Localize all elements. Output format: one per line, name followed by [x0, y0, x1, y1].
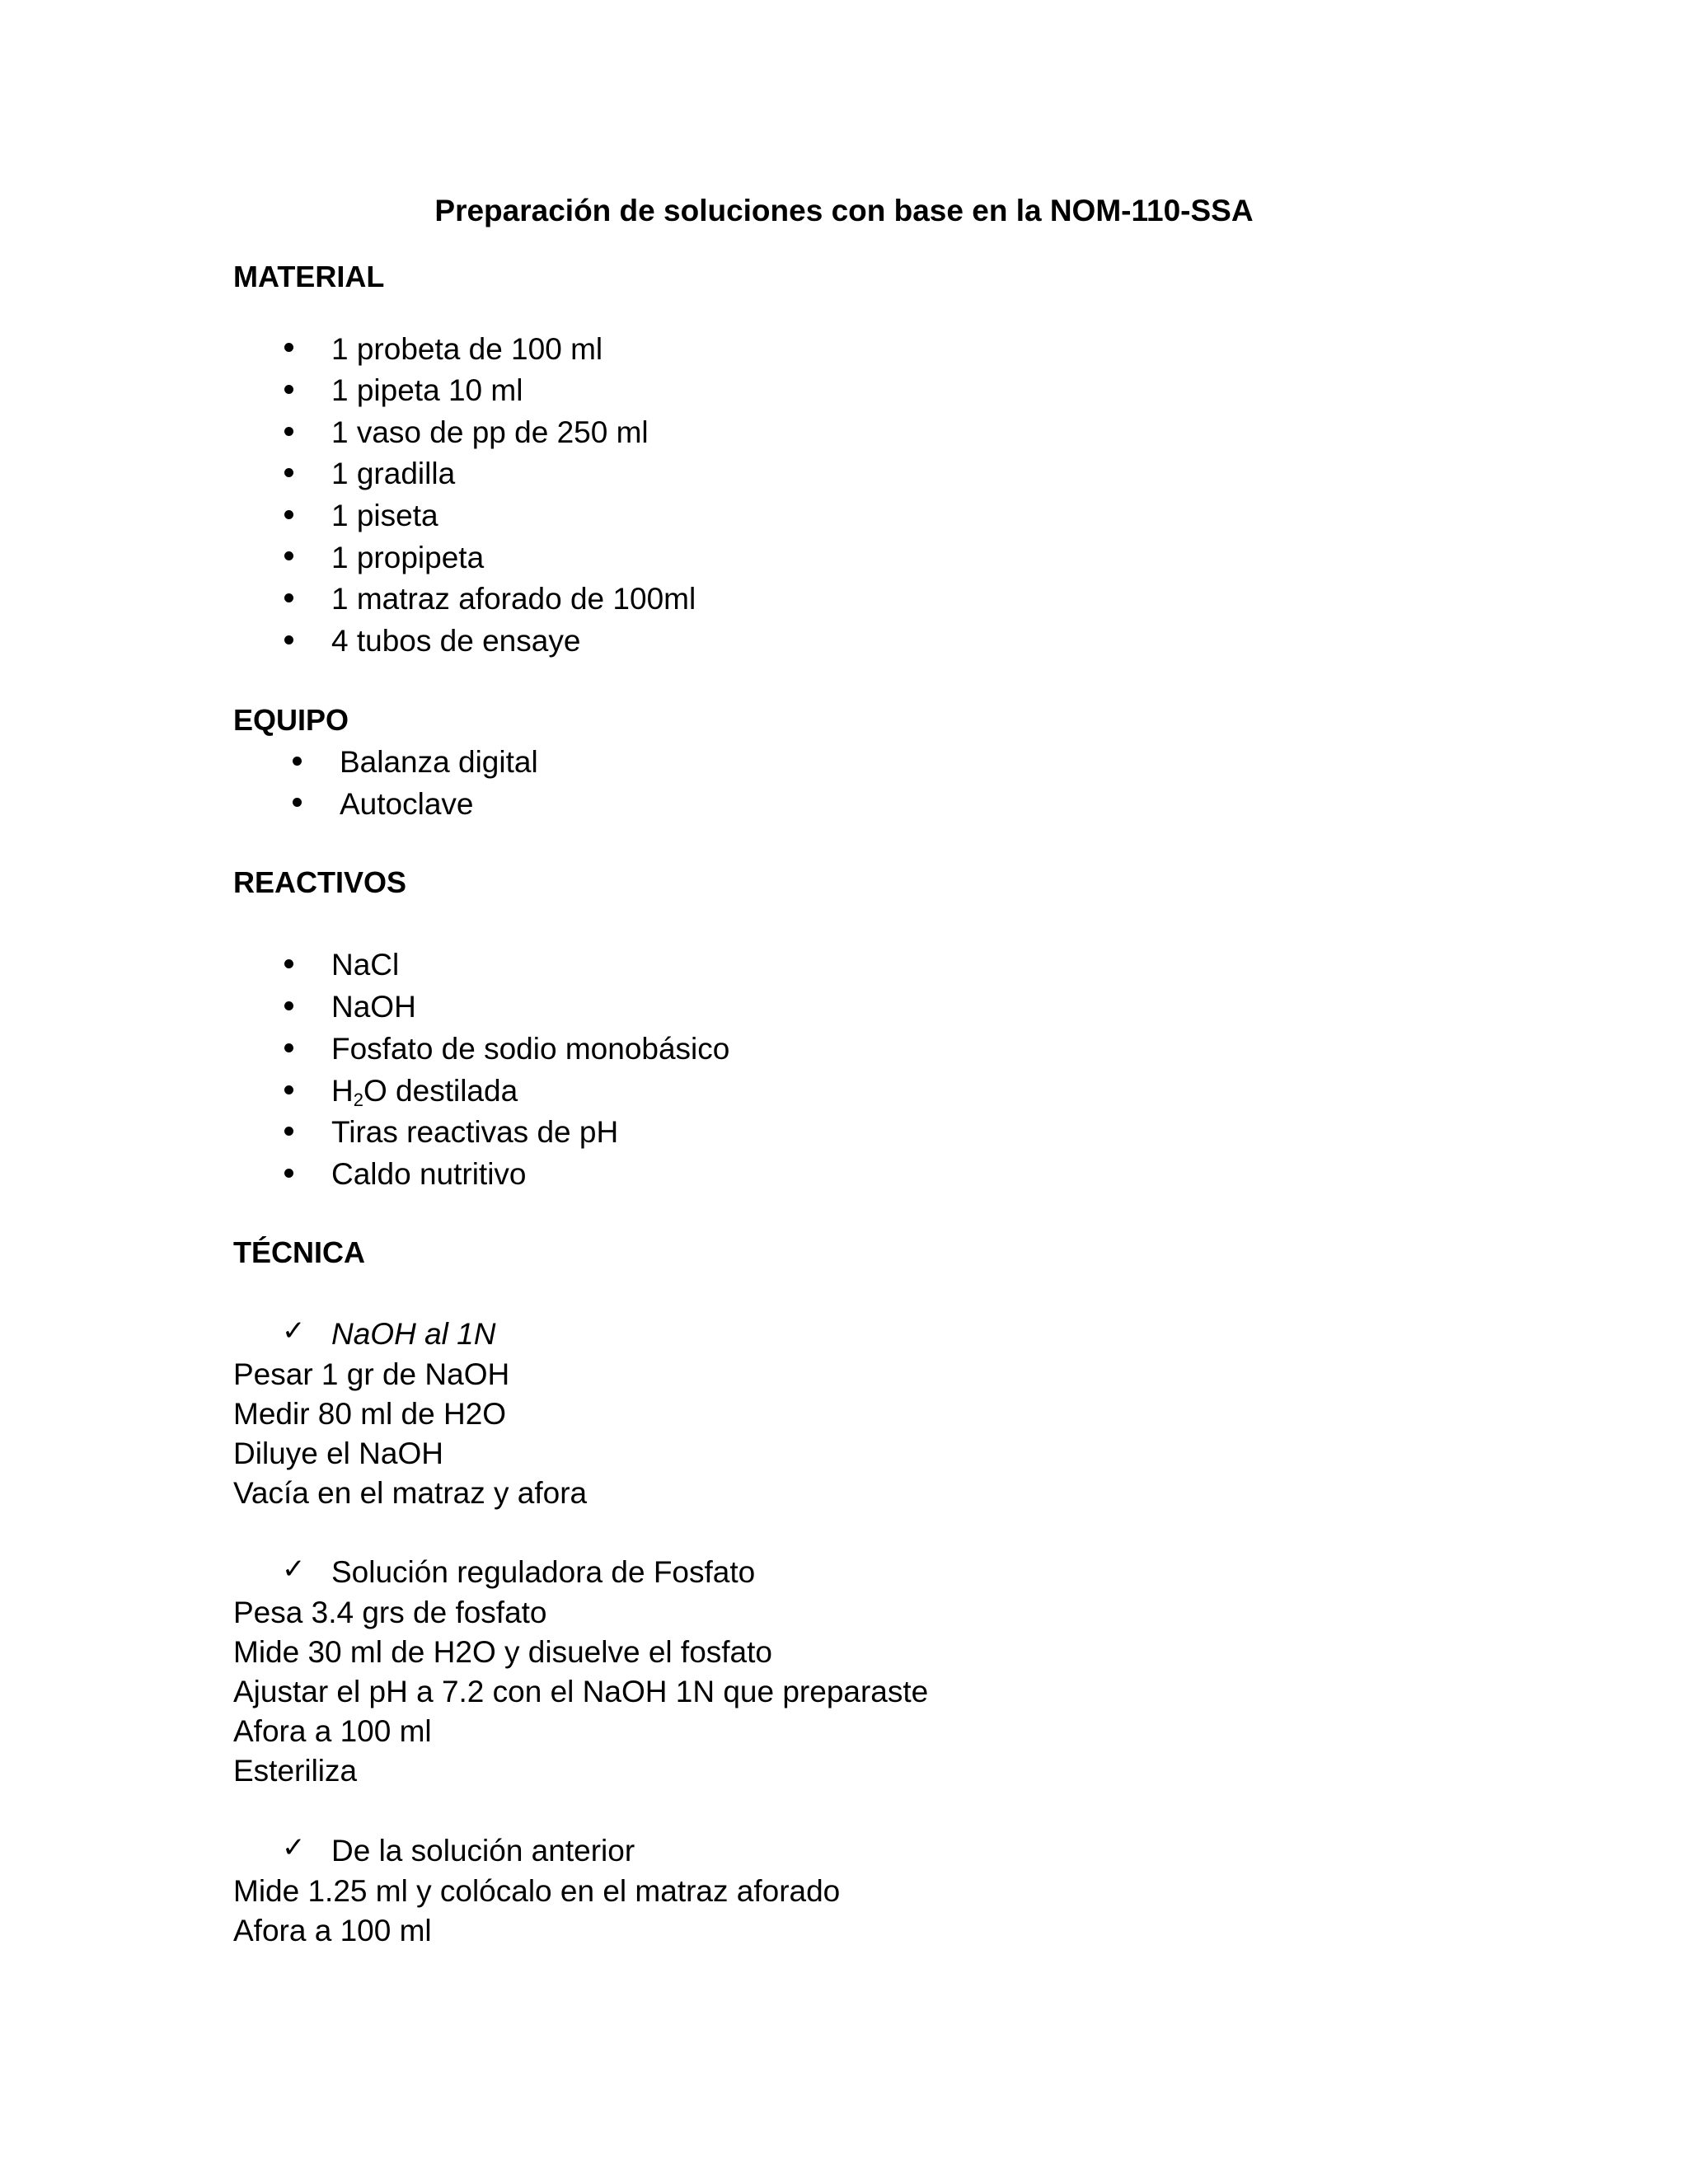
- list-item: Autoclave: [340, 787, 474, 821]
- list-item: 1 pipeta 10 ml: [331, 373, 523, 407]
- water-h: H: [331, 1074, 354, 1108]
- step-line: Esteriliza: [233, 1754, 358, 1788]
- heading-tecnica: TÉCNICA: [233, 1235, 365, 1269]
- list-item-water: [331, 1074, 518, 1110]
- step-line: Pesa 3.4 grs de fosfato: [233, 1596, 547, 1629]
- list-item: Balanza digital: [340, 745, 538, 779]
- list-item: 1 vaso de pp de 250 ml: [331, 415, 649, 449]
- checkmark-icon: ✓: [282, 1831, 306, 1864]
- bullet-icon: [284, 1043, 293, 1052]
- bullet-icon: [284, 427, 293, 436]
- step-line: Mide 30 ml de H2O y disuelve el fosfato: [233, 1635, 772, 1669]
- step-line: Afora a 100 ml: [233, 1914, 432, 1947]
- bullet-icon: [293, 757, 302, 766]
- bullet-icon: [284, 1001, 293, 1010]
- list-item: Caldo nutritivo: [331, 1157, 527, 1191]
- list-item: NaCl: [331, 948, 400, 982]
- bullet-icon: [284, 1169, 293, 1178]
- list-item: 1 piseta: [331, 499, 438, 532]
- heading-material: MATERIAL: [233, 260, 385, 293]
- bullet-icon: [284, 343, 293, 352]
- step-line: Afora a 100 ml: [233, 1714, 432, 1748]
- list-item: 4 tubos de ensaye: [331, 624, 581, 658]
- heading-equipo: EQUIPO: [233, 703, 349, 737]
- list-item: Fosfato de sodio monobásico: [331, 1032, 730, 1066]
- step-line: Vacía en el matraz y afora: [233, 1476, 588, 1510]
- section-title: NaOH al 1N: [331, 1317, 496, 1351]
- bullet-icon: [293, 798, 302, 807]
- list-item: 1 probeta de 100 ml: [331, 332, 603, 366]
- step-line: Mide 1.25 ml y colócalo en el matraz aforado: [233, 1874, 841, 1908]
- heading-reactivos: REACTIVOS: [233, 865, 407, 899]
- page-title: Preparación de soluciones con base en la NOM-110-SSA: [434, 194, 1254, 227]
- checkmark-icon: ✓: [282, 1553, 306, 1586]
- list-item: 1 propipeta: [331, 541, 485, 574]
- bullet-icon: [284, 635, 293, 644]
- section-title: De la solución anterior: [331, 1834, 635, 1868]
- list-item: NaOH: [331, 990, 416, 1024]
- bullet-icon: [284, 1127, 293, 1136]
- bullet-icon: [284, 510, 293, 519]
- step-line: Diluye el NaOH: [233, 1436, 443, 1470]
- bullet-icon: [284, 1085, 293, 1094]
- list-item: 1 gradilla: [331, 457, 456, 490]
- water-rest: O destilada: [363, 1074, 518, 1108]
- bullet-icon: [284, 468, 293, 477]
- list-item: 1 matraz aforado de 100ml: [331, 582, 696, 616]
- bullet-icon: [284, 551, 293, 560]
- step-line: Pesar 1 gr de NaOH: [233, 1357, 510, 1391]
- section-title: Solución reguladora de Fosfato: [331, 1555, 756, 1589]
- water-subscript: 2: [353, 1090, 363, 1110]
- list-item: Tiras reactivas de pH: [331, 1115, 619, 1149]
- checkmark-icon: ✓: [282, 1315, 306, 1347]
- bullet-icon: [284, 385, 293, 394]
- bullet-icon: [284, 593, 293, 602]
- step-line: Ajustar el pH a 7.2 con el NaOH 1N que preparaste: [233, 1675, 929, 1708]
- step-line: Medir 80 ml de H2O: [233, 1397, 507, 1431]
- bullet-icon: [284, 959, 293, 968]
